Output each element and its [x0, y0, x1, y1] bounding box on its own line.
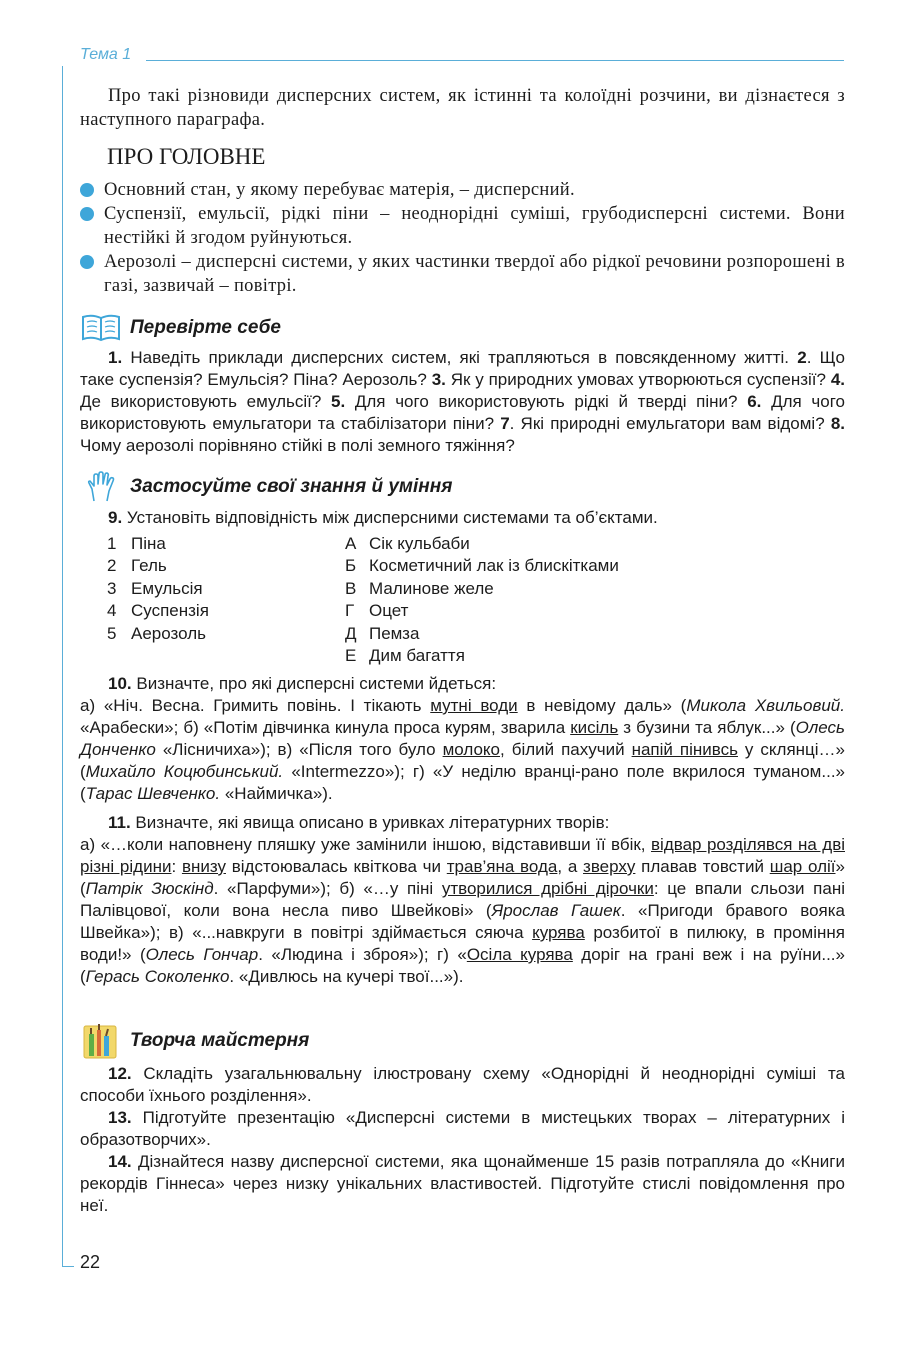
- summary-item: Основний стан, у якому перебуває матерія, – дисперсний.: [80, 178, 845, 202]
- check-heading: [80, 311, 281, 345]
- matching-row: Е Дим багаття: [345, 645, 465, 665]
- book-icon: [80, 311, 122, 345]
- summary-item: Суспензії, емульсії, рідкі піни – неоднорідні суміші, грубодисперсні системи. Вони нестійкі й згодом руйнуються.: [80, 202, 845, 250]
- side-rule-tick: [62, 1266, 74, 1267]
- workshop-questions: 12. Складіть узагальнювальну ілюстровану схему «Однорідні й неоднорідні суміші та способи їхнього розділення». 13. Підготуйте презентацію «Дисперсні системи в мистецьких творах – літературних і образотворчих». 14. Дізнайтеся назву дисперсної системи, яка щонайменше 15 разів потрапляла до «Книги рекордів Гіннеса» через низку унікальних властивостей. Підготуйте стислі повідомлення про неї.: [80, 1064, 845, 1215]
- matching-row: 3 Емульсія В Малинове желе: [107, 578, 494, 598]
- summary-title: ПРО ГОЛОВНЕ: [107, 144, 266, 169]
- summary-list: [80, 178, 845, 298]
- bullet-dot: [80, 183, 94, 197]
- workshop-title: Творча майстерня: [130, 1030, 310, 1051]
- matching-row: 2 Гель Б Косметичний лак із блискітками: [107, 556, 619, 576]
- apply-heading: [80, 470, 452, 504]
- question-9: 9. Установіть відповідність між дисперсними системами та об’єктами.: [108, 508, 658, 527]
- bullet-dot: [80, 255, 94, 269]
- matching-table: [107, 533, 727, 667]
- topic-label: Тема 1: [80, 46, 132, 63]
- summary-item: Аерозолі – дисперсні системи, у яких частинки твердої або рідкої речовини розпорошені в газі, зазвичай – повітрі.: [80, 250, 845, 298]
- question-11: 11. Визначте, які явища описано в уривках літературних творів: а) «…коли наповнену пляшку уже замінили іншою, відставивши її вбік, відвар розділявся на дві різні рідини: внизу відстоювалась квіткова чи трав’яна вода, а зверху плавав товстий шар олії» (Патрік Зюскінд. «Парфуми»); б) «…у піні утворилися дрібні дірочки: це впали сльози пані Палівцової, коли вона несла пиво Швейкові» (Ярослав Гашек. «Пригоди бравого вояка Швейка»); в) «...навкруги в повітрі здіймається сяюча курява розбитої в пилюку, в проміння води!» (Олесь Гончар. «Людина і зброя»); г) «Осіла курява доріг на грані веж і на руїни...» (Герась Соколенко. «Дивлюсь на кучері твої...»).: [80, 813, 845, 986]
- brushes-icon: [80, 1024, 122, 1058]
- check-questions: 1. Наведіть приклади дисперсних систем, які трапляються в повсякденному житті. 2. Що таке суспензія? Емульсія? Піна? Аерозоль? 3. Як у природних умовах утворюються суспензії? 4. Де використовують емульсії? 5. Для чого використовують рідкі й тверді піни? 6. Для чого використовують емульгатори та стабілізатори піни? 7. Які природні емульгатори вам відомі? 8. Чому аерозолі порівняно стійкі в полі земного тяжіння?: [80, 348, 845, 455]
- apply-title: Застосуйте свої знання й уміння: [130, 476, 453, 497]
- bullet-dot: [80, 207, 94, 221]
- matching-row: 4 Суспензія Г Оцет: [107, 601, 409, 621]
- hand-icon: [80, 470, 122, 504]
- intro-paragraph: Про такі різновиди дисперсних систем, як істинні та колоїдні розчини, ви дізнаєтеся з наступного параграфа.: [80, 86, 845, 130]
- matching-row: 5 Аерозоль Д Пемза: [107, 623, 420, 643]
- check-title: Перевірте себе: [130, 317, 281, 338]
- matching-row: 1 Піна А Сік кульбаби: [107, 534, 470, 553]
- side-rule: [62, 66, 63, 1266]
- page-number: 22: [80, 1252, 101, 1272]
- header-rule: [146, 60, 844, 61]
- question-10: 10. Визначте, про які дисперсні системи йдеться: а) «Ніч. Весна. Гримить повінь. І тікають мутні води в невідому даль» (Микола Хвильовий. «Арабески»; б) «Потім дівчинка кинула проса курям, зварила кисіль з бузини та яблук...» (Олесь Донченко «Лісничиха»); в) «Після того було молоко, білий пахучий напій пінивсь у склянці…» (Михайло Коцюбинський. «Intermezzo»); г) «У неділю вранці-рано поле вкрилося туманом...» (Тарас Шевченко. «Наймичка»).: [80, 674, 846, 803]
- workshop-heading: [80, 1024, 309, 1058]
